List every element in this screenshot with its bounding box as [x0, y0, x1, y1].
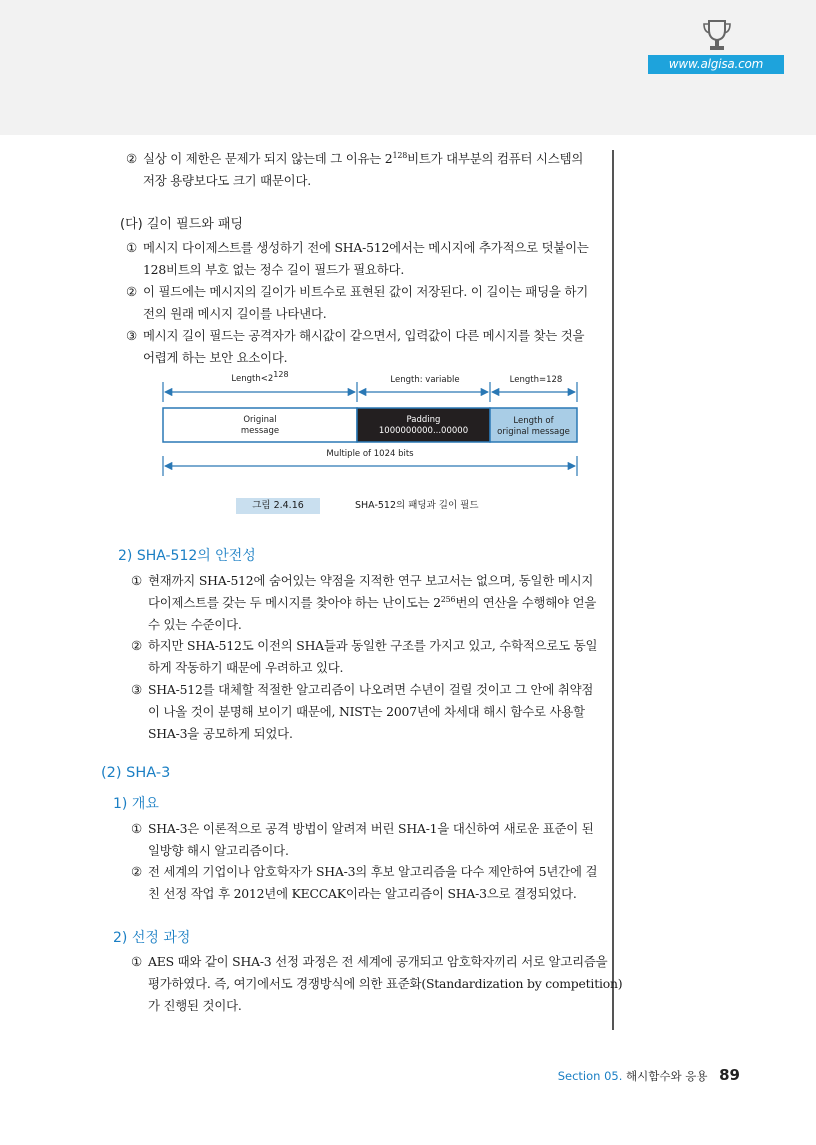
label-length-lt: Length<2128	[231, 370, 289, 384]
block-length-field: Length of original message	[497, 416, 570, 437]
section-title-overview: 1) 개요	[113, 796, 159, 812]
section-title-selection: 2) 선정 과정	[113, 930, 191, 946]
block-padding: Padding 1000000000...00000	[378, 415, 469, 436]
section-title-security: 2) SHA-512의 안전성	[118, 548, 256, 564]
label-multiple-1024: Multiple of 1024 bits	[305, 449, 435, 459]
list-item: ① 메시지 다이제스트를 생성하기 전에 SHA-512에서는 메시지에 추가적으로 덧붙이는 128비트의 부호 없는 정수 길이 필드가 필요하다.	[126, 240, 589, 277]
block-original-message: Original message	[240, 415, 280, 436]
list-item: ① SHA-3은 이론적으로 공격 방법이 알려져 버린 SHA-1을 대신하여 새로운 표준이 된 일방향 해시 알고리즘이다.	[131, 821, 594, 858]
site-url: www.algisa.com	[648, 55, 784, 74]
list-item: ② 이 필드에는 메시지의 길이가 비트수로 표현된 값이 저장된다. 이 길이는 패딩을 하기 전의 원래 메시지 길이를 나타낸다.	[126, 284, 589, 321]
list-item: ② 전 세계의 기업이나 암호학자가 SHA-3의 후보 알고리즘을 다수 제안하여 5년간에 걸 친 선정 작업 후 2012년에 KECCAK이라는 알고리즘이 SHA-3으로 결정되었다.	[131, 864, 598, 901]
list-item: ③ SHA-512를 대체할 적절한 알고리즘이 나오려면 수년이 걸릴 것이고 그 안에 취약점 이 나올 것이 분명해 보이기 때문에, NIST는 2007년에 차세대 해시 함수로 사용할 SHA-3을 공모하게 되었다.	[131, 682, 594, 741]
label-length-variable: Length: variable	[375, 375, 475, 385]
list-item: ③ 메시지 길이 필드는 공격자가 해시값이 같으면서, 입력값이 다른 메시지를 찾는 것을 어렵게 하는 보안 요소이다.	[126, 328, 585, 365]
item-number: ②	[126, 151, 137, 166]
list-item: ① AES 때와 같이 SHA-3 선정 과정은 전 세계에 공개되고 암호학자끼리 서로 알고리즘을 평가하였다. 즉, 여기에서도 경쟁방식에 의한 표준화(Standardization by competition) 가 진행된 것이다.	[131, 954, 623, 1013]
section-title-sha3: (2) SHA-3	[101, 765, 171, 781]
page-footer: Section 05. 해시함수와 응용 89	[557, 1066, 740, 1084]
trophy-icon	[702, 18, 732, 54]
margin-rule	[612, 150, 614, 1030]
page-number: 89	[719, 1066, 740, 1084]
padding-figure	[155, 370, 595, 489]
label-length-128: Length=128	[503, 375, 569, 385]
figure-caption: SHA-512의 패딩과 길이 필드	[355, 500, 479, 511]
list-item: ① 현재까지 SHA-512에 숨어있는 약점을 지적한 연구 보고서는 없으며, 동일한 메시지 다이제스트를 갖는 두 메시지를 찾아야 하는 난이도는 $2^{256}$번의 연산을 수행해야 얻을 수 있는 수준이다.	[131, 573, 597, 632]
figure-number: 그림 2.4.16	[236, 498, 320, 514]
section-title-length-field: (다) 길이 필드와 패딩	[120, 217, 244, 232]
list-item: ② 하지만 SHA-512도 이전의 SHA들과 동일한 구조를 가지고 있고, 수학적으로도 동일 하게 작동하기 때문에 우려하고 있다.	[131, 638, 598, 675]
intro-paragraph: ② 실상 이 제한은 문제가 되지 않는데 그 이유는 $2^{128}$비트가 대부분의 컴퓨터 시스템의 저장 용량보다도 크기 때문이다.	[143, 148, 583, 192]
